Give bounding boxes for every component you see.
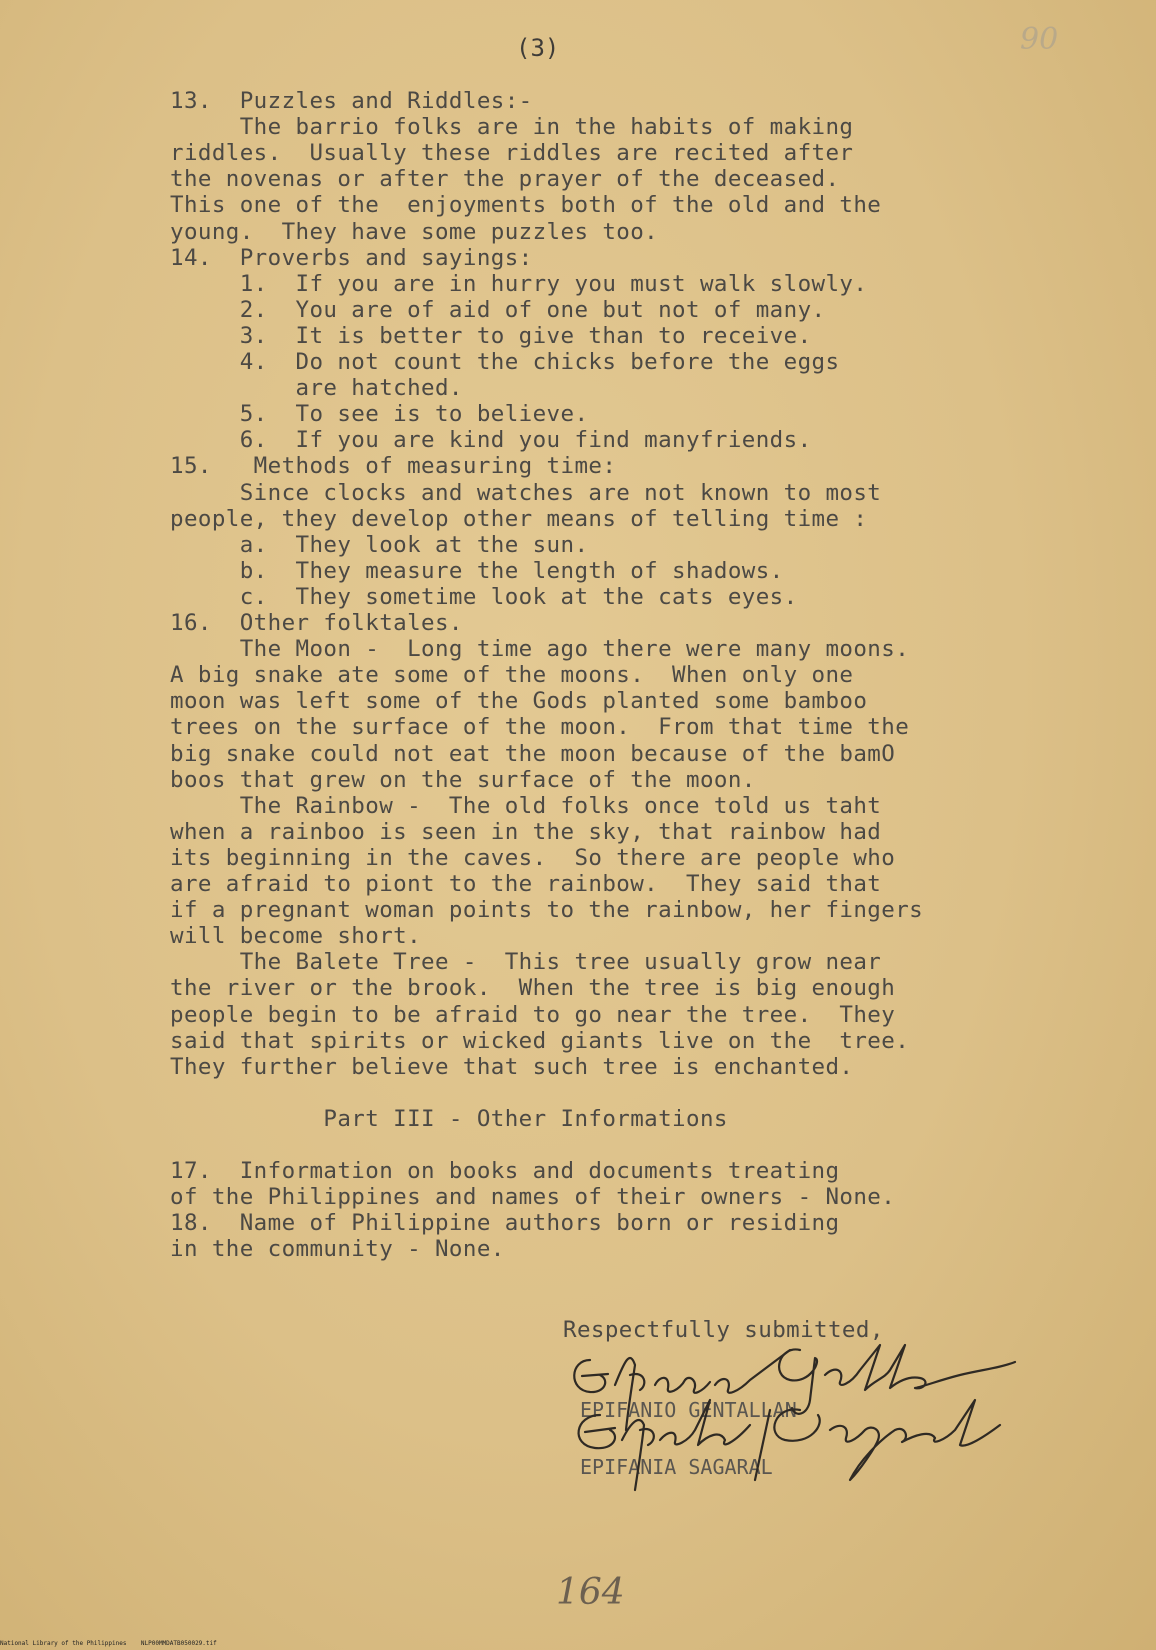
text-line: if a pregnant woman points to the rainbow, her fingers: [170, 897, 924, 923]
signature-1-stroke: [574, 1360, 608, 1392]
signature-2-stroke: [622, 1420, 654, 1490]
signature-2-stroke: [830, 1400, 1000, 1480]
closing-text: Respectfully submitted,: [563, 1317, 884, 1343]
text-line: This one of the enjoyments both of the old and the: [170, 192, 882, 218]
text-line: are hatched.: [170, 375, 463, 401]
text-line: people, they develop other means of telling time :: [170, 506, 868, 532]
text-line: They further believe that such tree is enchanted.: [170, 1054, 854, 1080]
text-line: The Balete Tree - This tree usually grow near: [170, 949, 882, 975]
text-line: Part III - Other Informations: [170, 1106, 728, 1132]
text-line: moon was left some of the Gods planted some bamboo: [170, 688, 868, 714]
text-line: 2. You are of aid of one but not of many.: [170, 297, 826, 323]
text-line: 14. Proverbs and sayings:: [170, 245, 533, 271]
text-line: said that spirits or wicked giants live on the tree.: [170, 1028, 910, 1054]
text-line: A big snake ate some of the moons. When only one: [170, 662, 854, 688]
text-line: 17. Information on books and documents treating: [170, 1158, 840, 1184]
handwritten-page-number: 90: [1020, 22, 1059, 57]
text-line: the novenas or after the prayer of the deceased.: [170, 166, 840, 192]
text-line: b. They measure the length of shadows.: [170, 558, 784, 584]
page-number: (3): [516, 34, 560, 62]
text-line: 5. To see is to believe.: [170, 401, 589, 427]
text-line: will become short.: [170, 923, 422, 949]
text-line: The Moon - Long time ago there were many moons.: [170, 636, 910, 662]
signature-1-stroke: [825, 1345, 1015, 1390]
signatory-name-1: EPIFANIO GENTALLAN: [580, 1398, 797, 1422]
text-line: in the community - None.: [170, 1236, 505, 1262]
text-line: big snake could not eat the moon because of the bamO: [170, 741, 896, 767]
text-line: the river or the brook. When the tree is big enough: [170, 975, 896, 1001]
signature-2-stroke: [579, 1415, 615, 1448]
archive-footer: National Library of the Philippines NLP00MMDATB050029.tif: [0, 1640, 217, 1647]
signature-1-stroke: [779, 1349, 817, 1413]
text-line: 15. Methods of measuring time:: [170, 453, 617, 479]
text-line: trees on the surface of the moon. From that time the: [170, 714, 910, 740]
text-line: 13. Puzzles and Riddles:-: [170, 88, 533, 114]
text-line: 16. Other folktales.: [170, 610, 463, 636]
text-line: of the Philippines and names of their owners - None.: [170, 1184, 896, 1210]
signature-2-stroke: [755, 1409, 820, 1480]
text-line: boos that grew on the surface of the moon.: [170, 767, 756, 793]
text-line: young. They have some puzzles too.: [170, 219, 659, 245]
text-line: 6. If you are kind you find manyfriends.: [170, 427, 812, 453]
handwritten-signatures: [560, 1330, 1020, 1500]
handwritten-folio-number: 164: [556, 1572, 625, 1613]
text-line: a. They look at the sun.: [170, 532, 589, 558]
text-line: people begin to be afraid to go near the tree. They: [170, 1002, 896, 1028]
text-line: 4. Do not count the chicks before the eggs: [170, 349, 840, 375]
text-line: 3. It is better to give than to receive.: [170, 323, 812, 349]
text-line: when a rainboo is seen in the sky, that rainbow had: [170, 819, 882, 845]
text-line: 18. Name of Philippine authors born or residing: [170, 1210, 840, 1236]
text-line: its beginning in the caves. So there are people who: [170, 845, 896, 871]
text-line: The barrio folks are in the habits of making: [170, 114, 854, 140]
signature-1-stroke: [655, 1378, 710, 1393]
text-line: Since clocks and watches are not known to most: [170, 480, 882, 506]
text-line: 1. If you are in hurry you must walk slowly.: [170, 271, 868, 297]
text-line: c. They sometime look at the cats eyes.: [170, 584, 798, 610]
text-line: riddles. Usually these riddles are recited after: [170, 140, 854, 166]
signature-2-stroke: [660, 1400, 750, 1445]
text-line: are afraid to piont to the rainbow. They said that: [170, 871, 882, 897]
signatory-name-2: EPIFANIA SAGARAL: [580, 1455, 773, 1479]
text-line: The Rainbow - The old folks once told us taht: [170, 793, 882, 819]
